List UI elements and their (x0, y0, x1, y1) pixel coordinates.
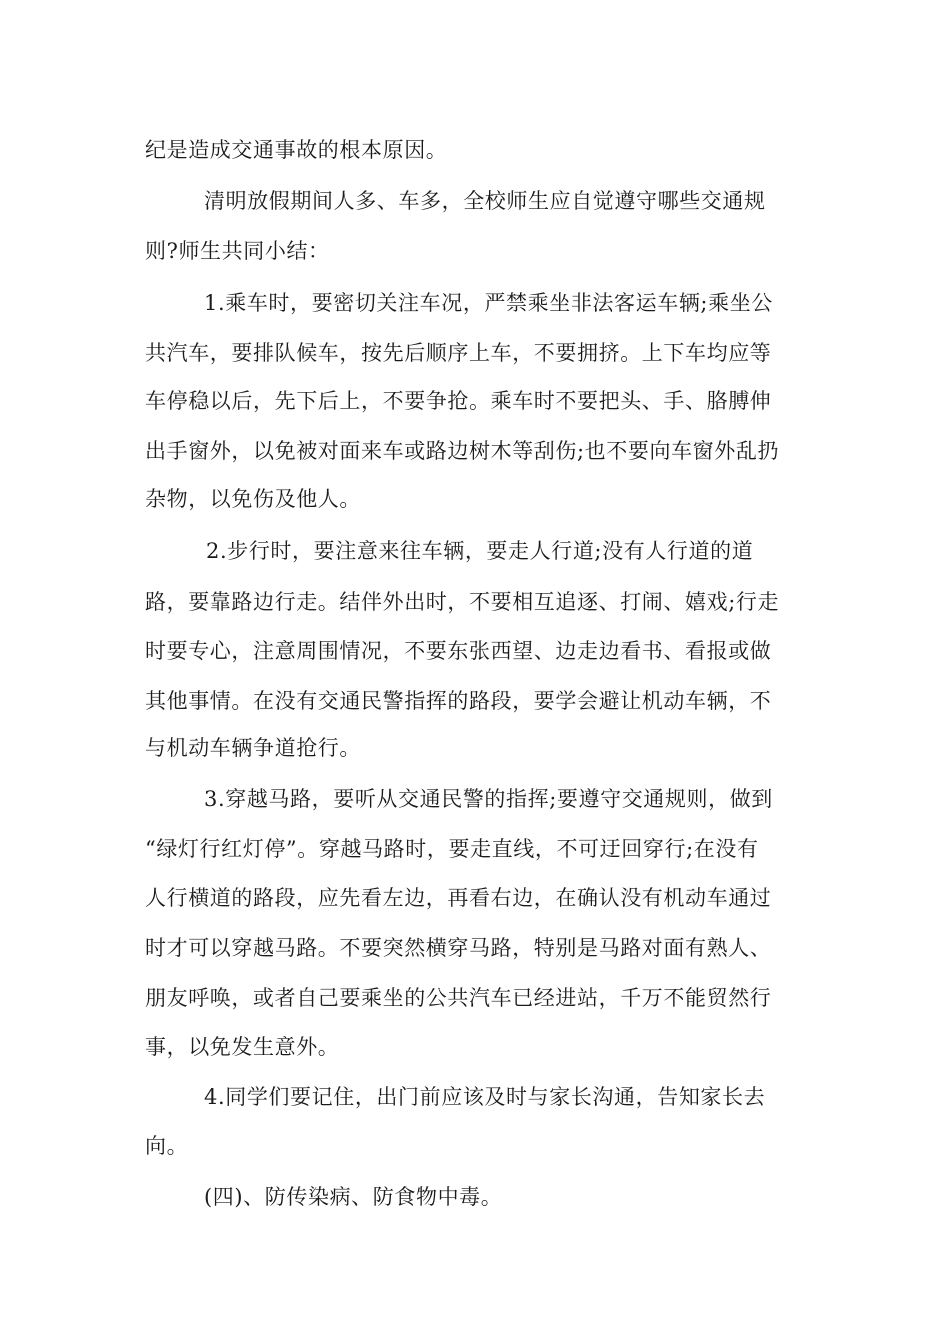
text-line: 3.穿越马路，要听从交通民警的指挥;要遵守交通规则，做到 (204, 787, 773, 811)
text-line: 其他事情。在没有交通民警指挥的路段，要学会避让机动车辆，不 (145, 689, 772, 713)
text-line: 2.步行时，要注意来往车辆，要走人行道;没有人行道的道 (206, 539, 754, 563)
text-line: 路，要靠路边行走。结伴外出时，不要相互追逐、打闹、嬉戏;行走 (145, 590, 780, 614)
text-line: 事，以免发生意外。 (145, 1035, 340, 1059)
text-line: 则?师生共同小结： (145, 239, 330, 263)
text-line: 朋友呼唤，或者自己要乘坐的公共汽车已经进站，千万不能贸然行 (145, 986, 772, 1010)
text-line: 4.同学们要记住，出门前应该及时与家长沟通，告知家长去 (204, 1085, 766, 1109)
text-line: 清明放假期间人多、车多，全校师生应自觉遵守哪些交通规 (204, 189, 766, 213)
text-line: 与机动车辆争道抢行。 (145, 736, 361, 760)
text-line: 1.乘车时，要密切关注车况，严禁乘坐非法客运车辆;乘坐公 (204, 291, 773, 315)
text-line: 出手窗外，以免被对面来车或路边树木等刮伤;也不要向车窗外乱扔 (145, 439, 780, 463)
section-heading: (四)、防传染病、防食物中毒。 (204, 1185, 503, 1209)
text-line: 杂物，以免伤及他人。 (145, 487, 361, 511)
text-line: “绿灯行红灯停”。穿越马路时，要走直线，不可迂回穿行;在没有 (145, 837, 759, 861)
text-line: 共汽车，要排队候车，按先后顺序上车，不要拥挤。上下车均应等 (145, 341, 772, 365)
text-line: 人行横道的路段，应先看左边，再看右边，在确认没有机动车通过 (145, 886, 772, 910)
text-line: 时才可以穿越马路。不要突然横穿马路，特别是马路对面有熟人、 (145, 936, 772, 960)
text-line: 纪是造成交通事故的根本原因。 (145, 138, 448, 162)
text-line: 向。 (145, 1134, 189, 1158)
text-line: 车停稳以后，先下后上，不要争抢。乘车时不要把头、手、胳膊伸 (145, 389, 772, 413)
text-line: 时要专心，注意周围情况，不要东张西望、边走边看书、看报或做 (145, 639, 772, 663)
